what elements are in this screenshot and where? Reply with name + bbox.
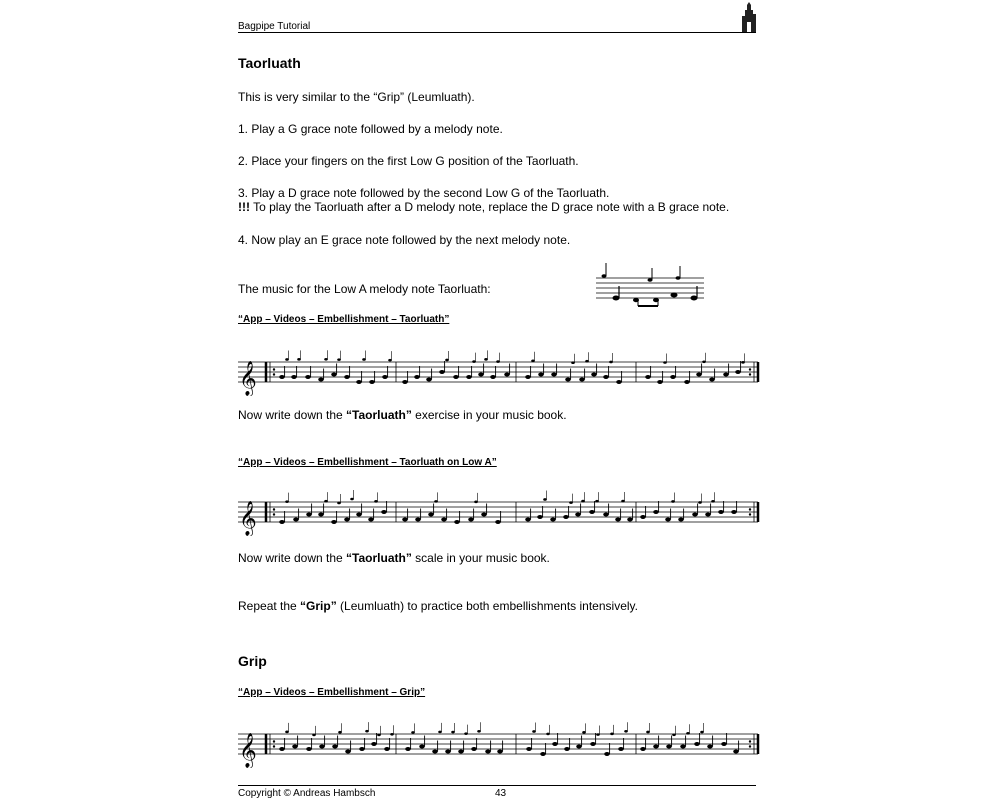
note-text: To play the Taorluath after a D melody note, replace the D grace note with a B grace note.	[250, 200, 730, 214]
note-mark: !!!	[238, 200, 250, 214]
low-a-taorluath-music	[594, 258, 706, 310]
write-after: exercise in your music book.	[411, 408, 567, 422]
write-bold: “Taorluath”	[346, 408, 412, 422]
taorluath-low-a-staff	[236, 490, 760, 536]
svg-text:𝄞: 𝄞	[239, 361, 257, 396]
running-header: Bagpipe Tutorial	[238, 21, 311, 32]
header-rule	[238, 32, 756, 33]
step-3: 3. Play a D grace note followed by the second Low G of the Taorluath.	[238, 186, 610, 200]
video-reference-taorluath-low-a: “App – Videos – Embellishment – Taorluath on Low A”	[238, 457, 497, 468]
section-heading-grip: Grip	[238, 653, 267, 669]
taorluath-exercise-staff	[236, 350, 760, 396]
video-reference-taorluath: “App – Videos – Embellishment – Taorluath”	[238, 314, 450, 325]
repeat-after: (Leumluath) to practice both embellishments intensively.	[336, 599, 638, 613]
section-heading-taorluath: Taorluath	[238, 55, 301, 71]
write-exercise-instruction	[238, 408, 567, 422]
svg-text:𝄞: 𝄞	[239, 733, 257, 768]
castle-logo-icon	[738, 2, 760, 32]
write-before: Now write down the	[238, 551, 347, 565]
repeat-bold: “Grip”	[300, 599, 337, 613]
step-2: 2. Place your fingers on the first Low G position of the Taorluath.	[238, 154, 579, 168]
step-4: 4. Now play an E grace note followed by the next melody note.	[238, 233, 571, 247]
svg-text:𝄞: 𝄞	[239, 501, 257, 536]
page-number: 43	[495, 788, 507, 799]
repeat-instruction	[238, 599, 638, 613]
copyright: Copyright © Andreas Hambsch	[238, 788, 376, 799]
write-after: scale in your music book.	[411, 551, 550, 565]
footer-rule	[238, 785, 756, 786]
music-label: The music for the Low A melody note Taorluath:	[238, 282, 491, 296]
step-3-note	[238, 200, 729, 214]
repeat-before: Repeat the	[238, 599, 301, 613]
write-scale-instruction	[238, 551, 550, 565]
video-reference-grip: “App – Videos – Embellishment – Grip”	[238, 687, 426, 698]
step-1: 1. Play a G grace note followed by a melody note.	[238, 122, 503, 136]
write-before: Now write down the	[238, 408, 347, 422]
write-bold: “Taorluath”	[346, 551, 412, 565]
grip-exercise-staff	[236, 722, 760, 768]
intro-text: This is very similar to the “Grip” (Leumluath).	[238, 90, 475, 104]
